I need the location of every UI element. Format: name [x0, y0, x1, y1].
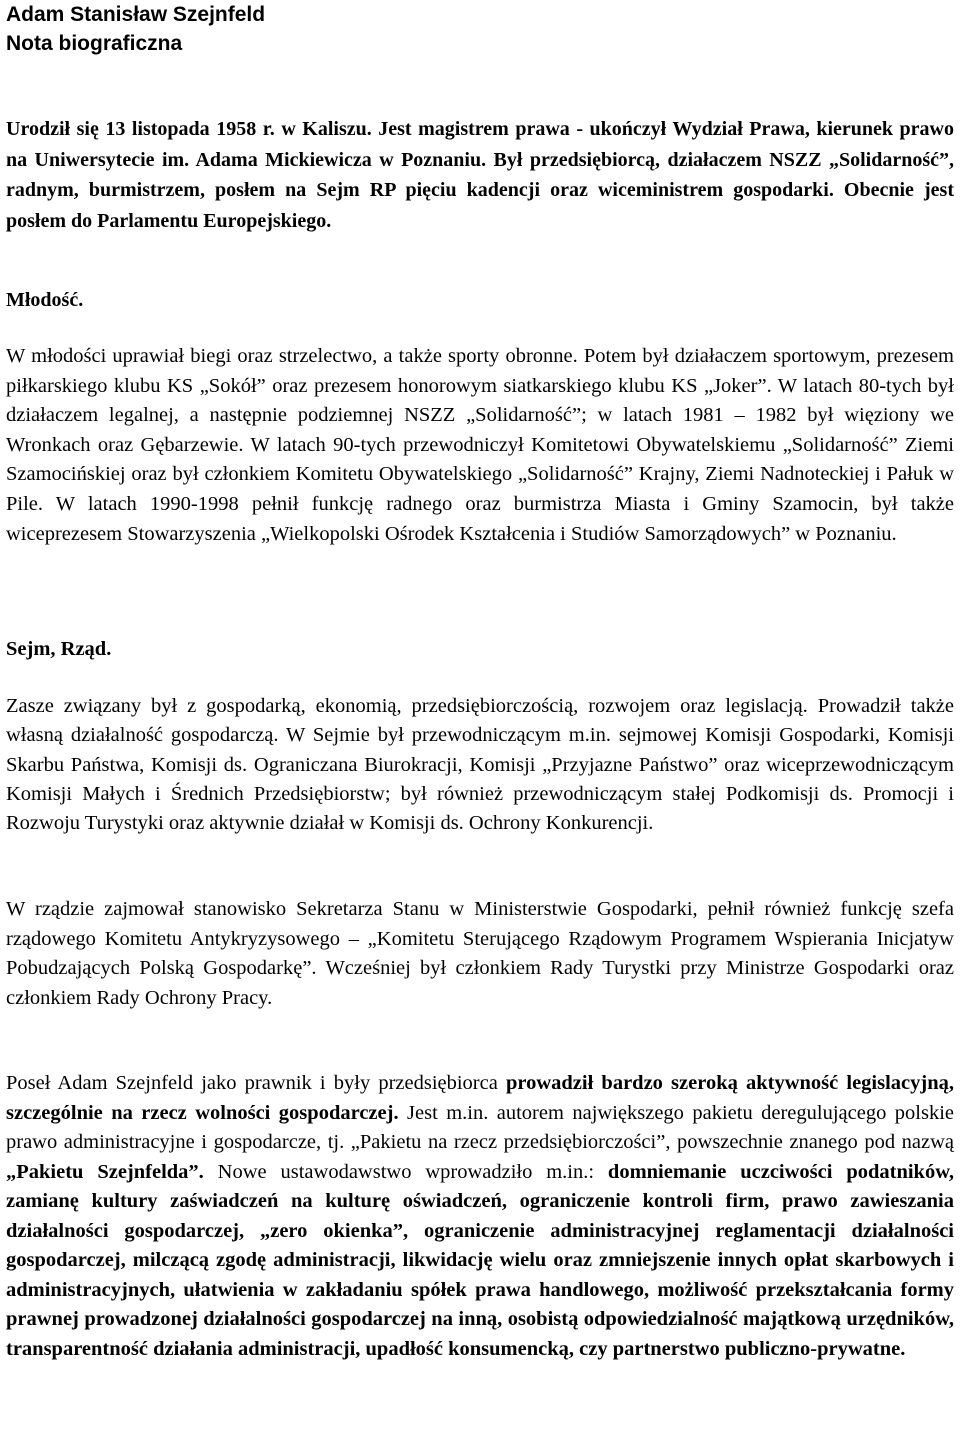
legislation-bold-1: prowadził bardzo szeroką aktywność legislacyjną, szczególnie na rzecz wolności gospodarczej. — [6, 1072, 954, 1124]
legislation-text-2: Jest m.in. autorem największego pakietu deregulującego polskie prawo administracyjne i gospodarcze, tj. „Pakietu na rzecz przedsiębiorczości”, powszechnie znanego pod nazwą — [6, 1101, 954, 1153]
legislation-text-1: Poseł Adam Szejnfeld jako prawnik i były przedsiębiorca — [6, 1072, 506, 1094]
section-heading-sejm: Sejm, Rząd. — [6, 638, 112, 660]
legislation-text-3: Nowe ustawodawstwo wprowadziło m.in.: — [203, 1160, 608, 1183]
document-subtitle: Nota biograficzna — [6, 32, 183, 55]
person-name: Adam Stanisław Szejnfeld — [6, 3, 266, 26]
intro-paragraph: Urodził się 13 listopada 1958 r. w Kaliszu. Jest magistrem prawa - ukończył Wydział Prawa, kierunek prawo na Uniwersytecie im. Adama Mickiewicza w Poznaniu. Był przedsiębiorcą, działaczem NSZZ „Solidarność”, radnym, burmistrzem, posłem na Sejm RP pięciu kadencji oraz wiceministrem gospodarki. Obecnie jest posłem do Parlamentu Europejskiego. — [6, 118, 954, 233]
youth-paragraph: W młodości uprawiał biegi oraz strzelectwo, a także sporty obronne. Potem był działaczem sportowym, prezesem piłkarskiego klubu KS „Sokół” oraz prezesem honorowym siatkarskiego klubu KS „Joker”. W latach 80-tych był działaczem legalnej, a następnie podziemnej NSZZ „Solidarność”; w latach 1981 – 1982 był więziony we Wronkach oraz Gębarzewie. W latach 90-tych przewodniczył Komitetowi Obywatelskiemu „Solidarność” Ziemi Szamocińskiej oraz był członkiem Komitetu Obywatelskiego „Solidarność” Krajny, Ziemi Nadnoteckiej i Pałuk w Pile. W latach 1990-1998 pełnił funkcję radnego oraz burmistrza Miasta i Gminy Szamocin, był także wiceprezesem Stowarzyszenia „Wielkopolski Ośrodek Kształcenia i Studiów Samorządowych” w Poznaniu. — [6, 345, 954, 545]
legislation-bold-2: „Pakietu Szejnfelda”. — [6, 1160, 204, 1183]
sejm-paragraph: Zasze związany był z gospodarką, ekonomią, przedsiębiorczością, rozwojem oraz legislacją. Prowadził także własną działalność gospodarczą. W Sejmie był przewodniczącym m.in. sejmowej Komisji Gospodarki, Komisji Skarbu Państwa, Komisji ds. Ograniczana Biurokracji, Komisji „Przyjazne Państwo” oraz wiceprzewodniczącym Komisji Małych i Średnich Przedsiębiorstw; był również przewodniczącym stałej Podkomisji ds. Promocji i Rozwoju Turystyki oraz aktywnie działał w Komisji ds. Ochrony Konkurencji. — [6, 695, 954, 835]
legislation-bold-3: domniemanie uczciwości podatników, zamianę kultury zaświadczeń na kulturę oświadczeń, ograniczenie kontroli firm, prawo zawieszania działalności gospodarczej, „zero okienka”, ograniczenie administracyjnej reglamentacji działalności gospodarczej, milczącą zgodę administracji, likwidację wielu oraz zmniejszenie innych opłat skarbowych i administracyjnych, ułatwienia w zakładaniu spółek prawa handlowego, możliwość przekształcania formy prawnej prowadzonej działalności gospodarczej na inną, osobistą odpowiedzialność majątkową urzędników, transparentność działania administracji, upadłość konsumencką, czy partnerstwo publiczno-prywatne. — [6, 1160, 955, 1360]
section-heading-youth: Młodość. — [6, 289, 84, 311]
government-paragraph: W rządzie zajmował stanowisko Sekretarza Stanu w Ministerstwie Gospodarki, pełnił również funkcję szefa rządowego Komitetu Antykryzysowego – „Komitetu Sterującego Rządowym Programem Wspierania Inicjatyw Pobudzających Polską Gospodarkę”. Wcześniej był członkiem Rady Turystki przy Ministrze Gospodarki oraz członkiem Rady Ochrony Pracy. — [6, 898, 954, 1009]
legislation-paragraph — [6, 1069, 954, 1364]
document-header — [6, 0, 954, 58]
